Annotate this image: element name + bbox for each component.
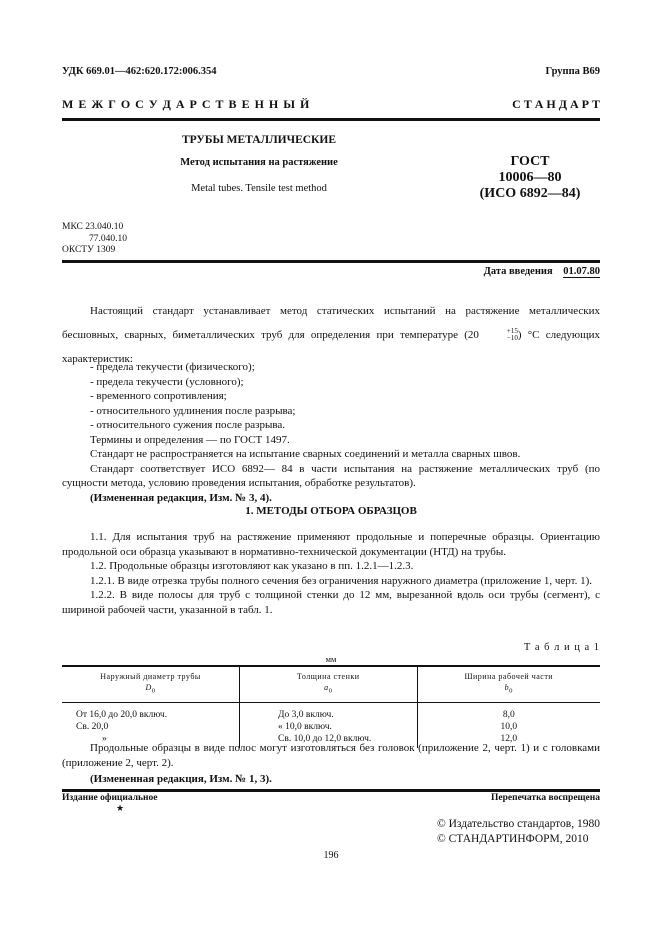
list-item: - предела текучести (физического); [90, 361, 255, 373]
scope-text: Стандарт не распространяется на испытание сварных соединений и металла сварных швов. [90, 448, 521, 460]
iso-text: Стандарт соответствует ИСО 6892— 84 в части испытания на растяжение металлических труб (по сущности метода, условию проведения испытания, обработке результатов). [62, 462, 600, 489]
group-code: Группа В69 [545, 66, 600, 77]
gost-number [460, 154, 600, 202]
list-item: - временного сопротивления; [90, 390, 227, 402]
amendment-note: (Измененная редакция, Изм. № 1, 3). [90, 773, 272, 785]
banner-right: С Т А Н Д А Р Т [512, 97, 600, 111]
temp-unit: °С следующих характеристик: [62, 329, 600, 365]
header-symbol: a [324, 683, 329, 692]
header-cell [240, 666, 418, 702]
okstu-code: ОКСТУ 1309 [62, 245, 116, 255]
header-subscript: 0 [151, 687, 156, 695]
intro-text: Настоящий стандарт устанавливает метод статических испытаний на растяжение металлических бесшовных, сварных, биметаллических труб для определения при температуре [62, 305, 600, 341]
header-label: Наружный диаметр трубы [100, 672, 201, 681]
table-cell: 12,0 [417, 733, 600, 748]
strip-specimens-text: Продольные образцы в виде полос могут изготовляться без головок (приложение 2, черт. 1) и с головками (приложение 2, черт. 2). [62, 742, 600, 769]
terms-text: Термины и определения — по ГОСТ 1497. [90, 433, 290, 446]
section-body [62, 530, 600, 617]
temp-base: 20 [467, 329, 479, 341]
clause-1-1: 1.1. Для испытания труб на растяжение применяют продольные и поперечные образцы. Ориентацию продольной оси образца указывают в нормативно-технической документации (НТД) на трубы. [62, 531, 600, 558]
table-cell: « 10,0 включ. [240, 721, 418, 733]
table-cell: 8,0 [417, 702, 600, 721]
table-header-row [62, 666, 600, 702]
mks-code: 77.040.10 [89, 233, 127, 244]
table-caption: Т а б л и ц а 1 [523, 642, 600, 653]
doc-english-title: Metal tubes. Tensile test method [191, 183, 327, 194]
copyright-line: © Издательство стандартов, 1980 [436, 818, 600, 830]
header-label: Ширина рабочей части [464, 672, 554, 681]
reprint-notice: Перепечатка воспрещена [490, 793, 600, 803]
clause-1-2-1: 1.2.1. В виде отрезка трубы полного сечения без ограничения наружного диаметра (приложение 1, черт. 1). [90, 574, 593, 587]
clause-1-2: 1.2. Продольные образцы изготовляют как указано в пп. 1.2.1—1.2.3. [90, 560, 414, 572]
table-row [62, 702, 600, 721]
header-cell [62, 666, 240, 702]
header-label: Толщина стенки [297, 672, 360, 681]
list-item: - предела текучести (условного); [90, 375, 244, 388]
table-cell: Св. 20,0 [76, 721, 109, 732]
bottom-rule [62, 789, 600, 792]
copyright-line: © СТАНДАРТИНФОРМ, 2010 [436, 833, 589, 845]
header-subscript: 0 [328, 687, 333, 695]
list-item: - относительного сужения после разрыва. [90, 419, 286, 431]
mid-rule [62, 260, 600, 263]
temp-plus: +15 [506, 327, 518, 336]
star-icon: ★ [116, 803, 125, 813]
intro-date [484, 266, 600, 277]
classification-codes [62, 222, 127, 257]
header-cell [417, 666, 600, 702]
table-unit: мм [325, 654, 337, 664]
amendment-note: (Измененная редакция, Изм. № 3, 4). [90, 491, 272, 504]
table-cell: 10,0 [417, 721, 600, 733]
section-title: 1. МЕТОДЫ ОТБОРА ОБРАЗЦОВ [245, 505, 417, 517]
gost-line: (ИСО 6892—84) [479, 186, 581, 201]
doc-title: ТРУБЫ МЕТАЛЛИЧЕСКИЕ [182, 134, 336, 146]
table-row [62, 721, 600, 733]
header-symbol: D [145, 683, 152, 692]
official-edition: Издание официальное [62, 793, 158, 803]
list-item: - относительного удлинения после разрыва; [90, 404, 296, 417]
intro-paragraph: Настоящий стандарт устанавливает метод статических испытаний на растяжение металлических бесшовных, сварных, биметаллических труб для определения при температуре (20 +15 −10 ) °С следующих характеристик: [62, 305, 600, 365]
doc-subtitle: Метод испытания на растяжение [180, 157, 338, 168]
table-cell: » [102, 733, 107, 744]
clause-1-2-2: 1.2.2. В виде полосы для труб с толщиной стенки до 12 мм, вырезанной вдоль оси трубы (сегмент), с шириной рабочей части, указанной в табл. 1. [62, 589, 600, 616]
header-symbol: b [504, 683, 510, 692]
copyright [437, 817, 600, 847]
table-cell: От 16,0 до 20,0 включ. [76, 709, 168, 720]
table-cell: Св. 10,0 до 12,0 включ. [240, 733, 418, 748]
top-rule [62, 118, 600, 121]
header-subscript: 0 [509, 687, 513, 695]
specimen-table [62, 665, 600, 748]
date-value: 01.07.80 [563, 266, 600, 277]
mks-code: МКС 23.040.10 [62, 222, 124, 232]
date-label: Дата введения [483, 266, 553, 277]
page-number: 196 [323, 850, 339, 861]
after-table [62, 741, 600, 787]
characteristics-list [62, 360, 600, 505]
banner-left: М Е Ж Г О С У Д А Р С Т В Е Н Н Ы Й [62, 97, 310, 111]
temp-minus: −10 [506, 334, 518, 343]
gost-line: ГОСТ [510, 154, 550, 169]
udk-code: УДК 669.01—462:620.172:006.354 [62, 66, 217, 77]
table-cell: До 3,0 включ. [240, 702, 418, 721]
gost-line: 10006—80 [498, 170, 562, 185]
